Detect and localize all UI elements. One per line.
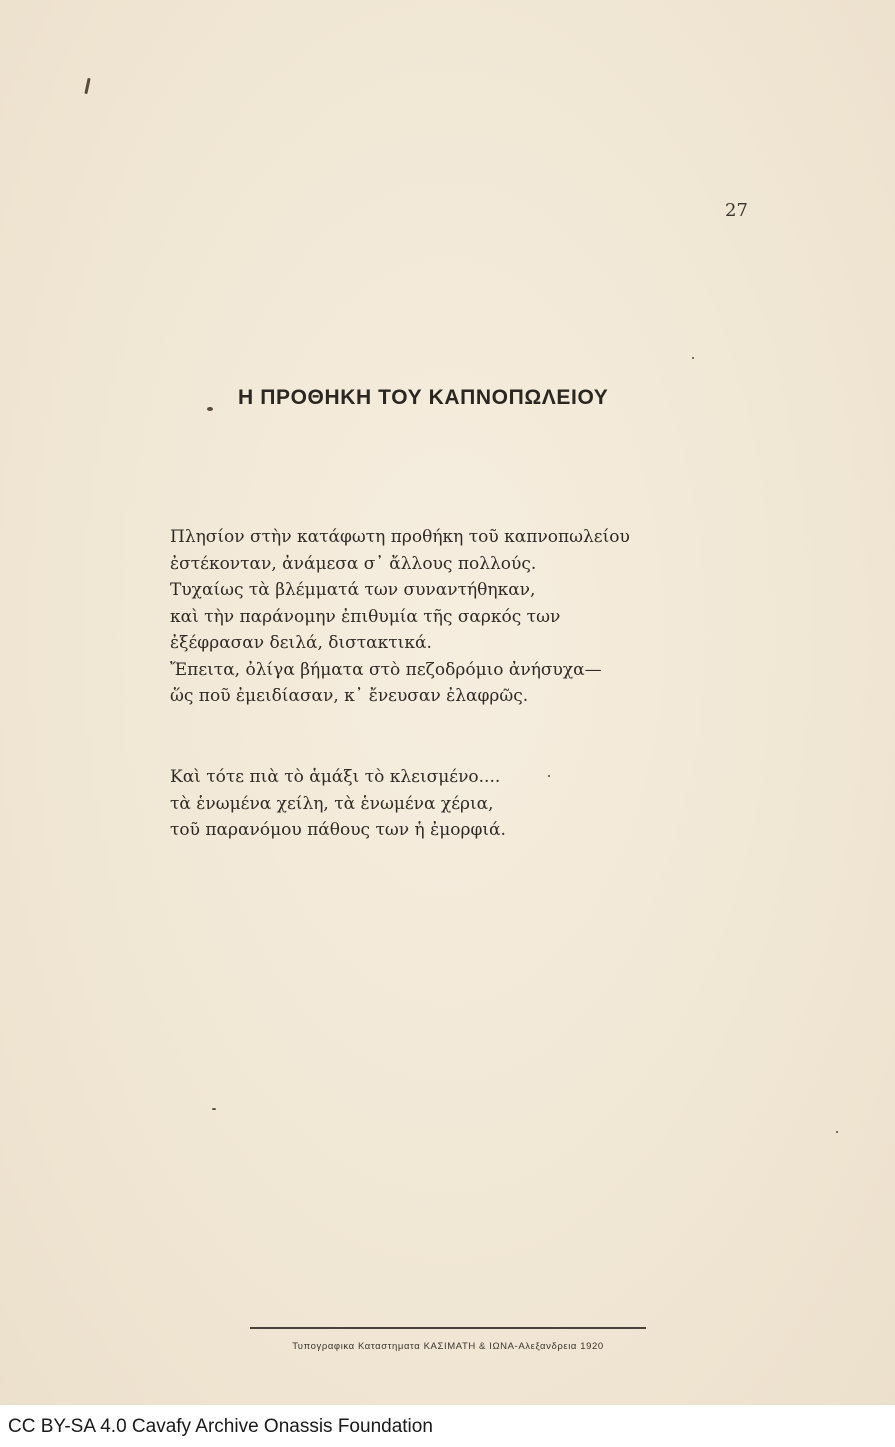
ink-speck [207,407,213,411]
poem-title: Η ΠΡΟΘΗΚΗ ΤΟΥ ΚΑΠΝΟΠΩΛΕΙΟΥ [238,386,609,409]
poem-line: Ἔπειτα, ὀλίγα βήματα στὸ πεζοδρόμιο ἀνήσυχα— [170,659,602,680]
ink-speck [836,1131,838,1133]
poem-line: ὥς ποῦ ἐμειδίασαν, κ᾿ ἔνευσαν ἐλαφρῶς. [170,686,529,706]
poem-line: ἐστέκονταν, ἀνάμεσα σ᾿ ἄλλους πολλούς. [170,553,537,574]
poem-line: τοῦ παρανόμου πάθους των ἡ ἐμορφιά. [170,820,506,840]
footer-rule [250,1327,646,1329]
ink-speck [692,357,694,359]
ink-mark [84,78,90,94]
poem-line: Καὶ τότε πιὰ τὸ ἁμάξι τὸ κλεισμένο.... [170,767,501,787]
page-number: 27 [725,200,748,221]
license-credit: CC BY-SA 4.0 Cavafy Archive Onassis Foundation [8,1416,433,1437]
poem-line: τὰ ἑνωμένα χείλη, τὰ ἑνωμένα χέρια, [170,793,494,814]
poem-line: ἐξέφρασαν δειλά, διστακτικά. [170,633,432,653]
poem-line: Τυχαίως τὰ βλέμματά των συναντήθηκαν, [170,580,536,600]
poem-line: Πλησίον στὴν κατάφωτη προθήκη τοῦ καπνοπωλείου [170,527,630,547]
ink-speck [548,775,550,777]
poem-line: καὶ τὴν παράνομην ἐπιθυμία τῆς σαρκός των [170,606,561,627]
poem-stanza-2 [170,764,506,844]
poem-stanza-1 [170,524,630,710]
credit-bar [0,1405,895,1447]
ink-speck [212,1108,216,1110]
printer-imprint: Τυπογραφικα Καταστηματα ΚΑΣΙΜΑΤΗ & ΙΩΝΑ-Αλεξανδρεια 1920 [292,1341,604,1352]
